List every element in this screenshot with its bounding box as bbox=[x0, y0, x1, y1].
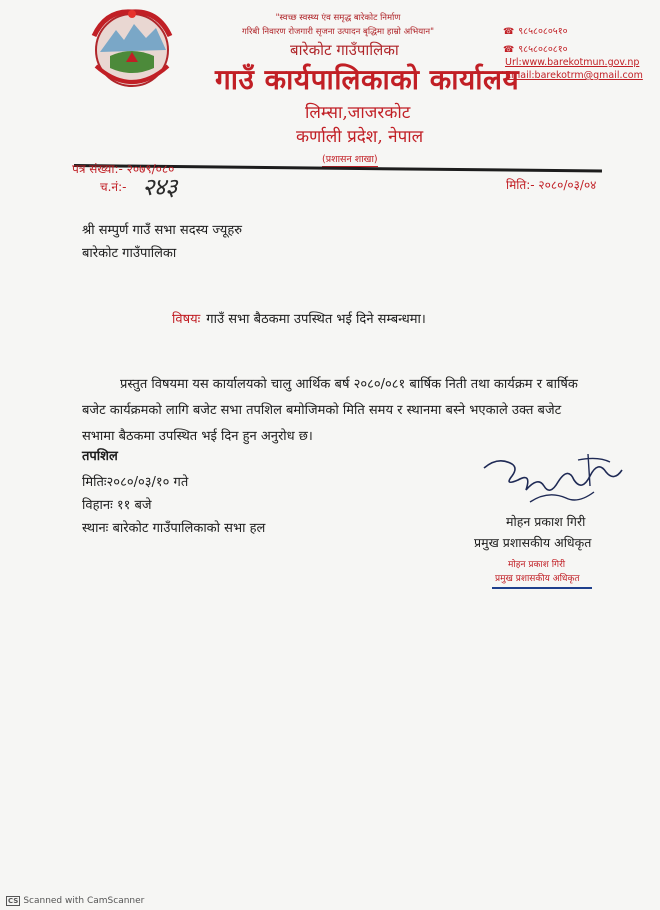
schedule-heading: तपशिल bbox=[82, 449, 118, 464]
subject-line bbox=[172, 309, 426, 327]
handwritten-signature bbox=[478, 446, 628, 516]
office-title: गाउँ कार्यपालिकाको कार्यालय bbox=[215, 63, 520, 96]
addressee-line-1: श्री सम्पुर्ण गाउँ सभा सदस्य ज्यूहरु bbox=[82, 223, 242, 238]
section-label: (प्रशासन शाखा) bbox=[322, 154, 378, 165]
schedule-place: स्थानः बारेकोट गाउँपालिकाको सभा हल bbox=[82, 521, 266, 536]
watermark-text: Scanned with CamScanner bbox=[23, 896, 145, 906]
address-line-2: कर्णाली प्रदेश, नेपाल bbox=[296, 127, 424, 147]
schedule-time: विहानः ११ बजे bbox=[82, 498, 152, 513]
municipality-name: बारेकोट गाउँपालिका bbox=[290, 41, 399, 59]
slogan-line-2: गरिबी निवारण रोजगारी सृजना उत्पादन बृद्धिमा हाम्रो अभियान" bbox=[241, 27, 435, 37]
phone-1: ☎ ९८५८०८०५१० bbox=[503, 26, 568, 37]
letter-number: पत्र संख्या:- २०७९/०८० bbox=[72, 162, 175, 176]
signer-title: प्रमुख प्रशासकीय अधिकृत bbox=[474, 535, 592, 550]
subject-label: विषयः bbox=[172, 312, 201, 327]
camscanner-icon: CS bbox=[8, 897, 19, 905]
signer-name: मोहन प्रकाश गिरी bbox=[506, 514, 586, 529]
email-address: Email:barekotrm@gmail.com bbox=[505, 70, 643, 81]
stamp-underline bbox=[492, 587, 592, 589]
dispatch-number: २४३ bbox=[142, 173, 177, 201]
addressee-line-2: बारेकोट गाउँपालिका bbox=[82, 246, 177, 261]
schedule-date: मितिः२०८०/०३/१० गते bbox=[82, 475, 189, 490]
address-line-1: लिम्सा,जाजरकोट bbox=[305, 103, 411, 123]
slogan-line-1: "स्वच्छ स्वस्थ्य एंव समृद्ध बारेकोट निर्माण bbox=[275, 13, 401, 23]
dispatch-label: च.नं:- bbox=[100, 180, 127, 194]
website-url: Url:www.barekotmun.gov.np bbox=[505, 57, 640, 68]
phone-2: ☎ ९८५८०८०८१० bbox=[503, 44, 568, 55]
subject-text: गाउँ सभा बैठकमा उपस्थित भई दिने सम्बन्धमा। bbox=[206, 312, 426, 327]
phone-icon: ☎ bbox=[503, 27, 515, 37]
body-paragraph: प्रस्तुत विषयमा यस कार्यालयको चालु आर्थिक बर्ष २०८०/०८१ बार्षिक निती तथा कार्यक्रम र बार्षिक बजेट कार्यक्रमको लागि बजेट सभा तपशिल बमोजिमको मिति समय र स्थानमा बस्ने भएकाले उक्त बजेट सभामा बैठकमा उपस्थित भई दिन हुन अनुरोध छ। bbox=[82, 377, 578, 444]
stamp-title: प्रमुख प्रशासकीय अधिकृत bbox=[495, 574, 580, 584]
phone-icon: ☎ bbox=[503, 45, 515, 55]
stamp-name: मोहन प्रकाश गिरी bbox=[508, 560, 566, 570]
scanner-watermark bbox=[6, 896, 144, 906]
letter-date: मिति:- २०८०/०३/०४ bbox=[506, 178, 597, 192]
